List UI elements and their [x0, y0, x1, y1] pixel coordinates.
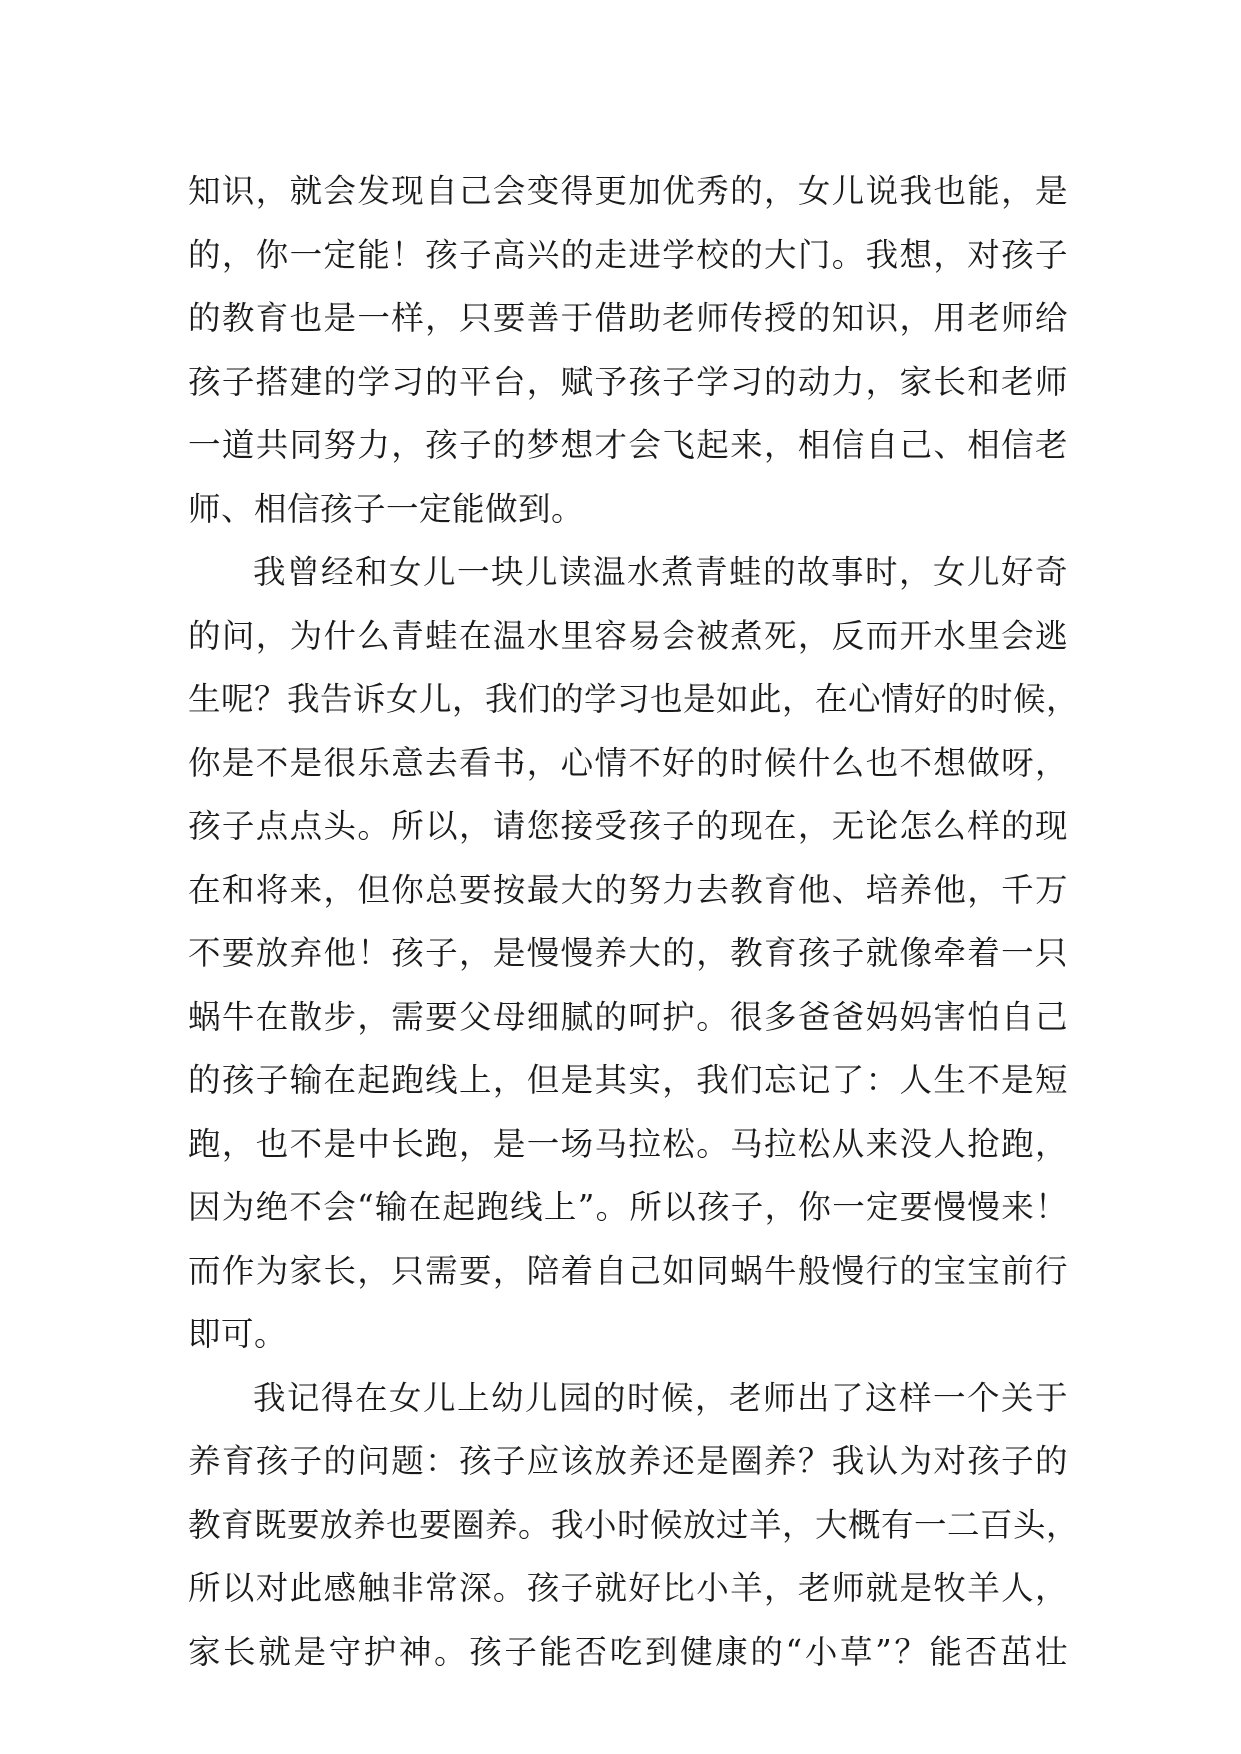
text-line: 跑，也不是中长跑，是一场马拉松。马拉松从来没人抢跑， — [188, 1124, 1068, 1163]
text-line: 而作为家长，只需要，陪着自己如同蜗牛般慢行的宝宝前行 — [188, 1251, 1068, 1290]
text-line: 因为绝不会“输在起跑线上”。所以孩子，你一定要慢慢来！ — [188, 1188, 1068, 1226]
text-line: 孩子点点头。所以，请您接受孩子的现在，无论怎么样的现 — [188, 807, 1068, 845]
text-line: 孩子搭建的学习的平台，赋予孩子学习的动力，家长和老师 — [188, 362, 1068, 401]
text-line: 的教育也是一样，只要善于借助老师传授的知识，用老师给 — [188, 299, 1068, 337]
paragraph — [188, 541, 1080, 1367]
paragraph — [188, 1367, 1080, 1685]
text-line: 我曾经和女儿一块儿读温水煮青蛙的故事时，女儿好奇 — [253, 553, 1068, 591]
text-line: 一道共同努力，孩子的梦想才会飞起来，相信自己、相信老 — [188, 426, 1068, 464]
text-line: 蜗牛在散步，需要父母细腻的呵护。很多爸爸妈妈害怕自己 — [188, 997, 1068, 1036]
text-line: 你是不是很乐意去看书，心情不好的时候什么也不想做呀， — [188, 743, 1068, 782]
text-line: 家长就是守护神。孩子能否吃到健康的“小草”？能否茁壮 — [188, 1632, 1068, 1671]
text-line: 养育孩子的问题：孩子应该放养还是圈养？我认为对孩子的 — [188, 1442, 1068, 1480]
text-line: 的，你一定能！孩子高兴的走进学校的大门。我想，对孩子 — [188, 235, 1068, 274]
text-line: 生呢？我告诉女儿，我们的学习也是如此，在心情好的时候， — [188, 680, 1080, 718]
text-line: 知识，就会发现自己会变得更加优秀的，女儿说我也能，是 — [188, 172, 1068, 210]
text-line: 在和将来，但你总要按最大的努力去教育他、培养他，千万 — [188, 870, 1068, 909]
text-line: 的问，为什么青蛙在温水里容易会被煮死，反而开水里会逃 — [188, 616, 1068, 655]
text-line: 不要放弃他！孩子，是慢慢养大的，教育孩子就像牵着一只 — [188, 934, 1068, 972]
text-line: 教育既要放养也要圈养。我小时候放过羊，大概有一二百头， — [188, 1505, 1080, 1544]
text-line: 师、相信孩子一定能做到。 — [188, 489, 585, 528]
text-line: 所以对此感触非常深。孩子就好比小羊，老师就是牧羊人， — [188, 1569, 1068, 1607]
text-line: 即可。 — [188, 1315, 288, 1353]
document-body — [188, 160, 1080, 1684]
text-line: 的孩子输在起跑线上，但是其实，我们忘记了：人生不是短 — [188, 1061, 1068, 1099]
paragraph — [188, 160, 1068, 541]
text-line: 我记得在女儿上幼儿园的时候，老师出了这样一个关于 — [253, 1378, 1068, 1417]
